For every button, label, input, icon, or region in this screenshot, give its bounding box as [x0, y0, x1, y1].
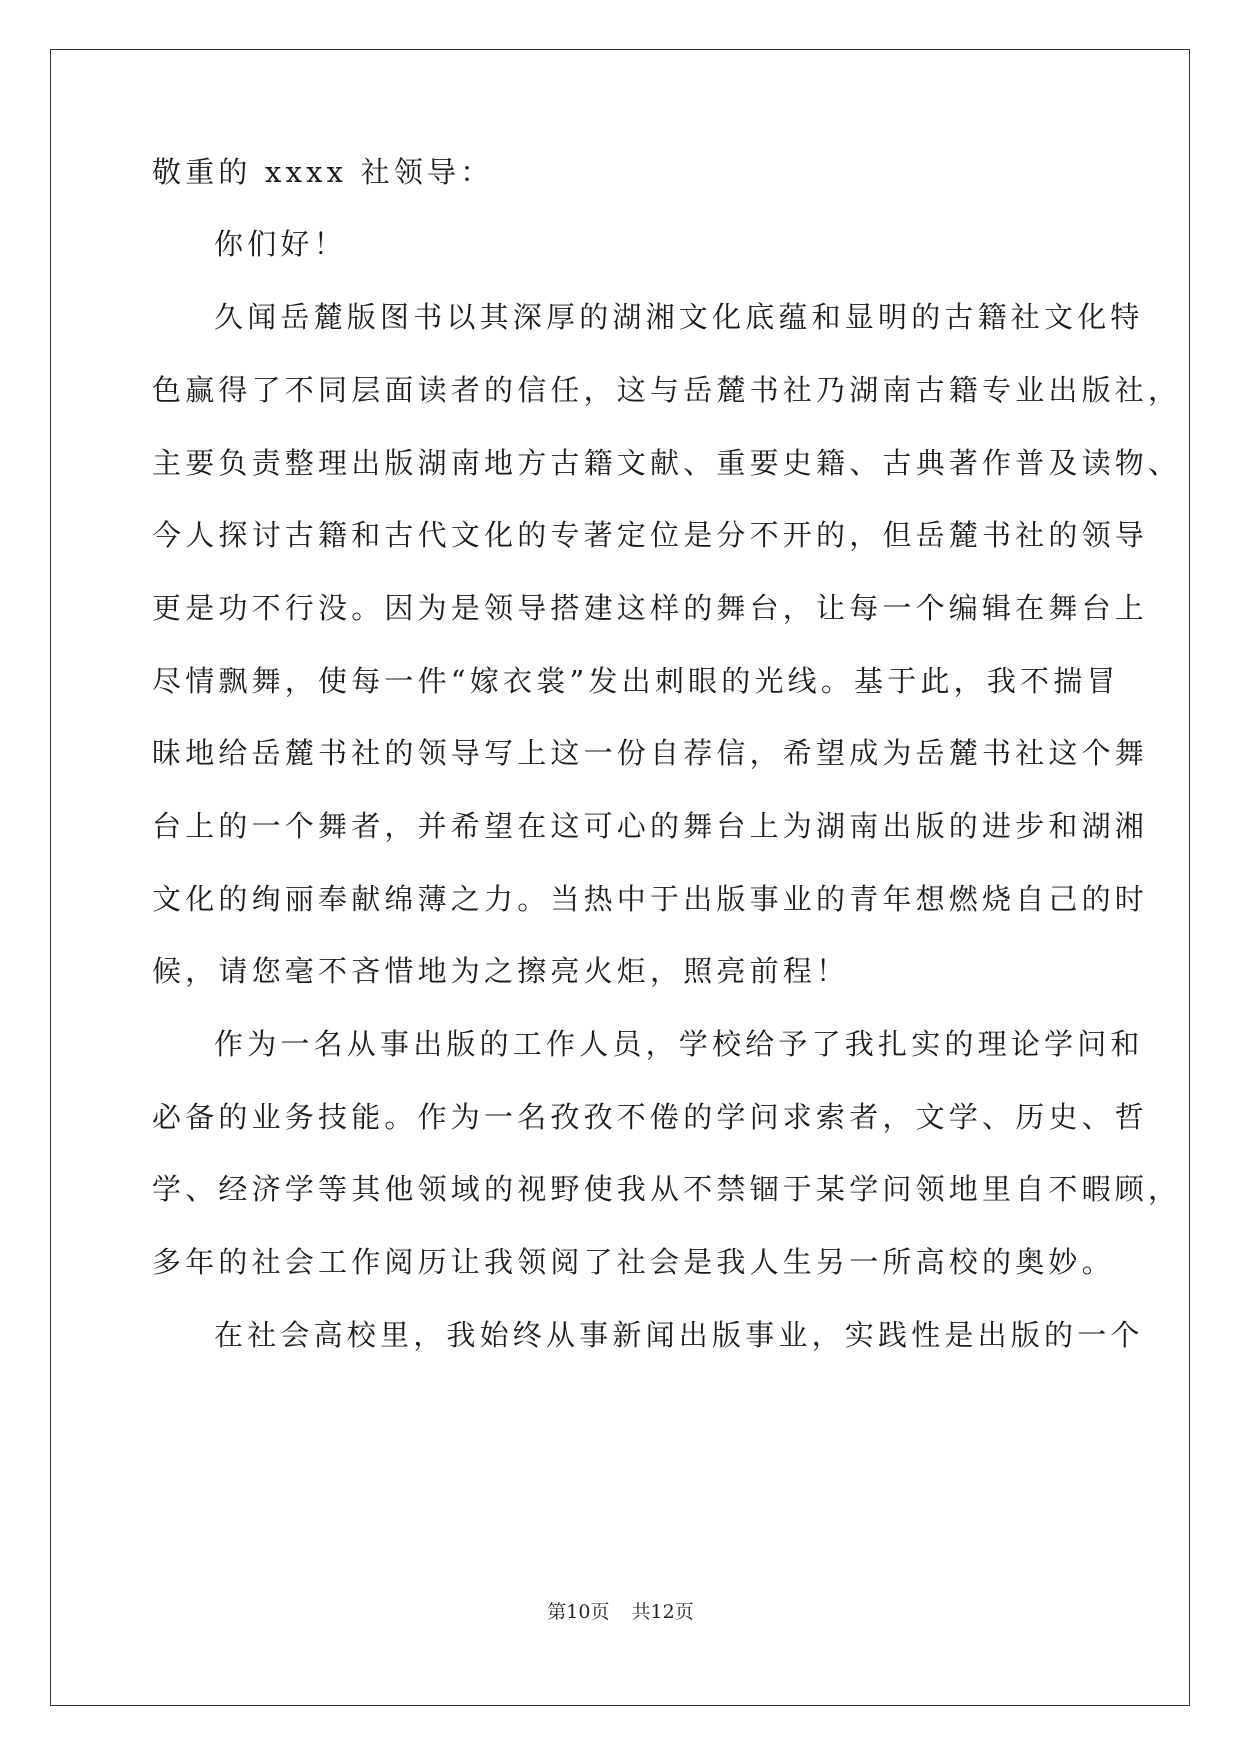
- body-line: 昧地给岳麓书社的领导写上这一份自荐信，希望成为岳麓书社这个舞: [152, 736, 1149, 770]
- salutation: 敬重的 xxxx 社领导：: [152, 155, 494, 189]
- body-line: 久闻岳麓版图书以其深厚的湖湘文化底蕴和显明的古籍社文化特: [214, 300, 1144, 334]
- body-line: 尽情飘舞，使每一件“嫁衣裳”发出刺眼的光线。基于此，我不揣冒: [152, 664, 1120, 698]
- page-number: 第10页: [547, 1601, 610, 1623]
- body-line: 台上的一个舞者，并希望在这可心的舞台上为湖南出版的进步和湖湘: [152, 809, 1149, 843]
- body-line: 作为一名从事出版的工作人员，学校给予了我扎实的理论学问和: [214, 1027, 1144, 1061]
- body-line: 更是功不行没。因为是领导搭建这样的舞台，让每一个编辑在舞台上: [152, 591, 1149, 625]
- page-footer: [0, 1597, 1241, 1624]
- body-line: 主要负责整理出版湖南地方古籍文献、重要史籍、古典著作普及读物、: [152, 446, 1182, 480]
- body-line: 候，请您毫不吝惜地为之擦亮火炬，照亮前程！: [152, 954, 850, 988]
- greeting: 你们好！: [214, 227, 347, 261]
- page-total: 共12页: [631, 1601, 694, 1623]
- body-line: 必备的业务技能。作为一名孜孜不倦的学问求索者，文学、历史、哲: [152, 1100, 1149, 1134]
- body-line: 学、经济学等其他领域的视野使我从不禁锢于某学问领地里自不暇顾，: [152, 1172, 1182, 1206]
- body-line: 文化的绚丽奉献绵薄之力。当热中于出版事业的青年想燃烧自己的时: [152, 882, 1149, 916]
- body-line: 色赢得了不同层面读者的信任，这与岳麓书社乃湖南古籍专业出版社，: [152, 373, 1182, 407]
- body-line: 今人探讨古籍和古代文化的专著定位是分不开的，但岳麓书社的领导: [152, 518, 1149, 552]
- body-line: 多年的社会工作阅历让我领阅了社会是我人生另一所高校的奥妙。: [152, 1245, 1115, 1279]
- body-line: 在社会高校里，我始终从事新闻出版事业，实践性是出版的一个: [214, 1318, 1144, 1352]
